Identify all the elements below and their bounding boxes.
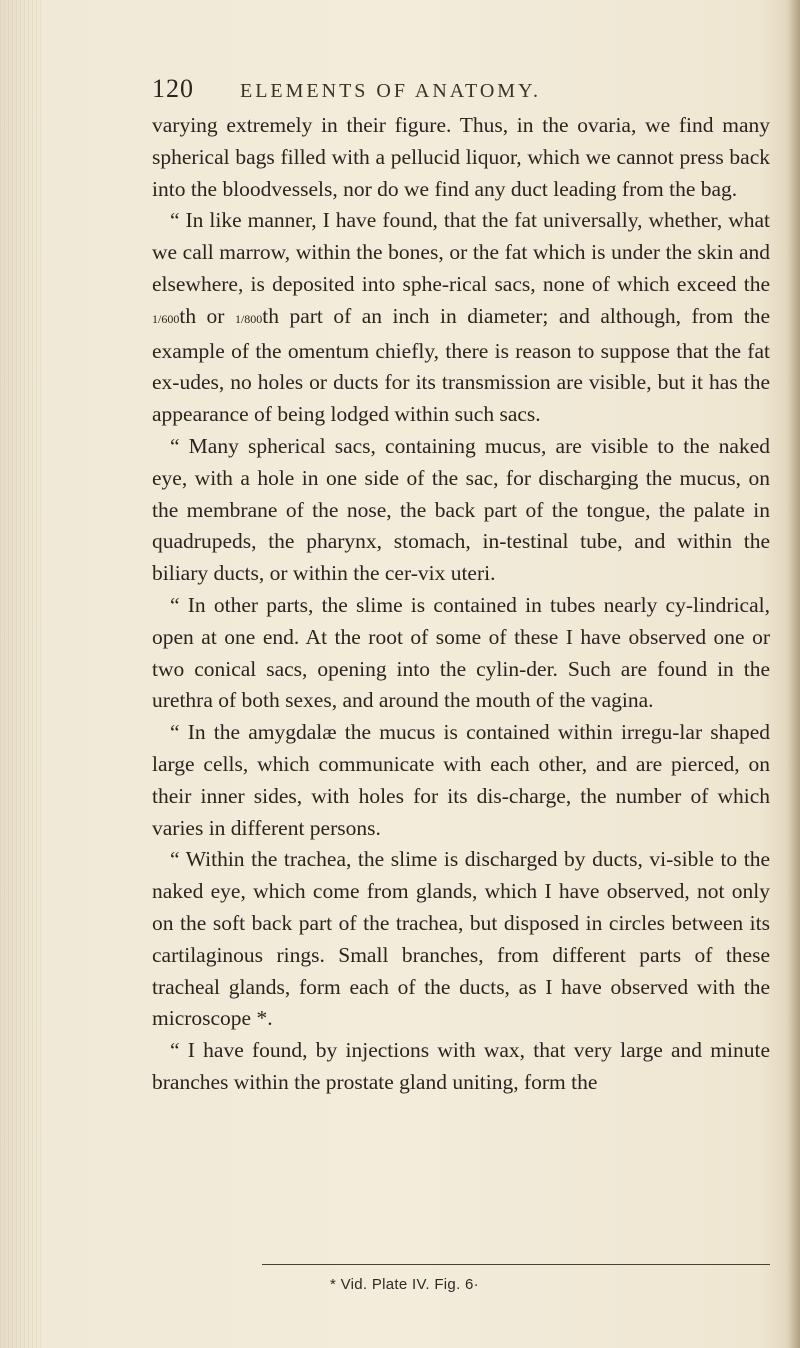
page-number: 120 <box>152 74 194 103</box>
paragraph-tubes: “ In other parts, the slime is contained in tubes nearly cy-lindrical, open at one end. At the root of some of these I have observed one or two conical sacs, opening into the cylin-der. Such are found in the urethra of both sexes, and around the mouth of the vagina. <box>152 592 770 713</box>
page-header <box>152 74 772 110</box>
paragraph-trachea: “ Within the trachea, the slime is discharged by ducts, vi-sible to the naked eye, which come from glands, which I have observed, not only on the soft back part of the trachea, but disposed in circles between its cartilaginous rings. Small branches, from different parts of these tracheal glands, form each of the ducts, as I have observed with the microscope *. <box>152 847 770 1031</box>
paragraph-spherical-sacs: “ Many spherical sacs, containing mucus, are visible to the naked eye, with a hole in one side of the sac, for discharging the mucus, on the membrane of the nose, the back part of the tongue, the palate in quadrupeds, the pharynx, stomach, in-testinal tube, and within the biliary ducts, or within the cer-vix uteri. <box>152 433 770 586</box>
paragraph-fat-between: th or <box>179 303 225 328</box>
paragraph-amygdalae: “ In the amygdalæ the mucus is contained within irregu-lar shaped large cells, which communicate with each other, and are pierced, on their inner sides, with holes for its dis-charge, the number of which varies in different persons. <box>152 720 770 840</box>
paragraph-ovaria: varying extremely in their figure. Thus, in the ovaria, we find many spherical bags filled with a pellucid liquor, which we cannot press back into the bloodvessels, nor do we find any duct leading from the bag. <box>152 113 770 201</box>
paragraph-fat-start: “ In like manner, I have found, that the fat universally, whether, what we call marrow, within the bones, or the fat which is under the skin and elsewhere, is deposited into sphe-rical sacs, none of which exceed the <box>152 208 770 296</box>
page-gutter <box>0 0 44 1348</box>
running-head: ELEMENTS OF ANATOMY. <box>240 80 541 102</box>
paragraph-prostate: “ I have found, by injections with wax, that very large and minute branches within the prostate gland uniting, form the <box>152 1038 770 1094</box>
fraction-600: 1/600 <box>152 311 180 326</box>
paragraph-fat <box>152 205 770 431</box>
body-text <box>152 110 770 1099</box>
fraction-800: 1/800 <box>234 311 263 326</box>
page-edge-shadow <box>786 0 800 1348</box>
paragraph-fat-end: th part of an inch in diameter; and although, from the example of the omentum chiefly, there is reason to suppose that the fat ex-udes, no holes or ducts for its transmission are visible, but it has the appearance of being lodged within such sacs. <box>152 303 770 427</box>
footnote-rule <box>262 1264 770 1265</box>
footnote: * Vid. Plate IV. Fig. 6· <box>330 1276 479 1293</box>
